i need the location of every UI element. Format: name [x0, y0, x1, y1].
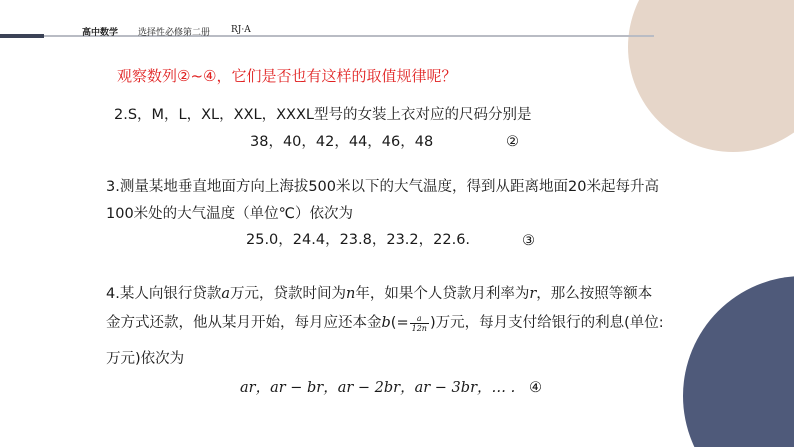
fraction-denominator: 12n	[411, 323, 427, 333]
fraction-a-over-12n	[410, 314, 429, 333]
item3-marker: ③	[522, 233, 535, 249]
item4-line1-d: ，那么按照等额本	[536, 286, 653, 302]
item2-marker: ②	[506, 134, 519, 150]
var-n: n	[346, 286, 356, 302]
header-book: 选择性必修第二册	[138, 28, 211, 38]
item4-line1	[106, 284, 652, 304]
item3-sequence: 25.0，24.4，23.8，23.2，22.6.	[246, 232, 471, 248]
item2-text: 2.S，M，L，XL，XXL，XXXL型号的女装上衣对应的尺码分别是	[114, 107, 532, 123]
item4-marker: ④	[529, 380, 542, 396]
item3-line1: 3.测量某地垂直地面方向上海拔500米以下的大气温度，得到从距离地面20米起每升高	[106, 179, 659, 195]
header-edition: RJ·A	[231, 25, 251, 35]
item4-line2-a: 金方式还款，他从某月开始，每月应还本金	[106, 315, 382, 331]
decorative-circle-navy	[683, 276, 794, 447]
item4-line2-c: )万元，每月支付给银行的利息(单位:	[429, 315, 664, 331]
item2-sequence: 38，40，42，44，46，48	[250, 134, 434, 150]
header-subject: 高中数学	[82, 28, 119, 38]
item4-line2-b: (=	[390, 315, 409, 331]
decorative-circle-tan	[628, 0, 794, 152]
header-divider-line	[44, 35, 654, 37]
item3-line2: 100米处的大气温度（单位℃）依次为	[106, 206, 353, 222]
item4-line1-b: 万元，贷款时间为	[230, 286, 346, 302]
item4-sequence: ar，ar − br，ar − 2br，ar − 3br，… .	[240, 380, 516, 396]
item4-line3: 万元)依次为	[106, 351, 185, 367]
header-accent-bar	[0, 34, 44, 38]
var-a: a	[221, 286, 230, 302]
question-prompt: 观察数列②~④，它们是否也有这样的取值规律呢？	[117, 67, 457, 85]
var-b: b	[381, 315, 391, 331]
item4-line1-a: 4.某人向银行贷款	[106, 286, 222, 302]
var-r: r	[529, 286, 537, 302]
item4-line1-c: 年，如果个人贷款月利率为	[355, 286, 530, 302]
item4-line2	[106, 313, 664, 333]
fraction-numerator: a	[410, 314, 429, 324]
